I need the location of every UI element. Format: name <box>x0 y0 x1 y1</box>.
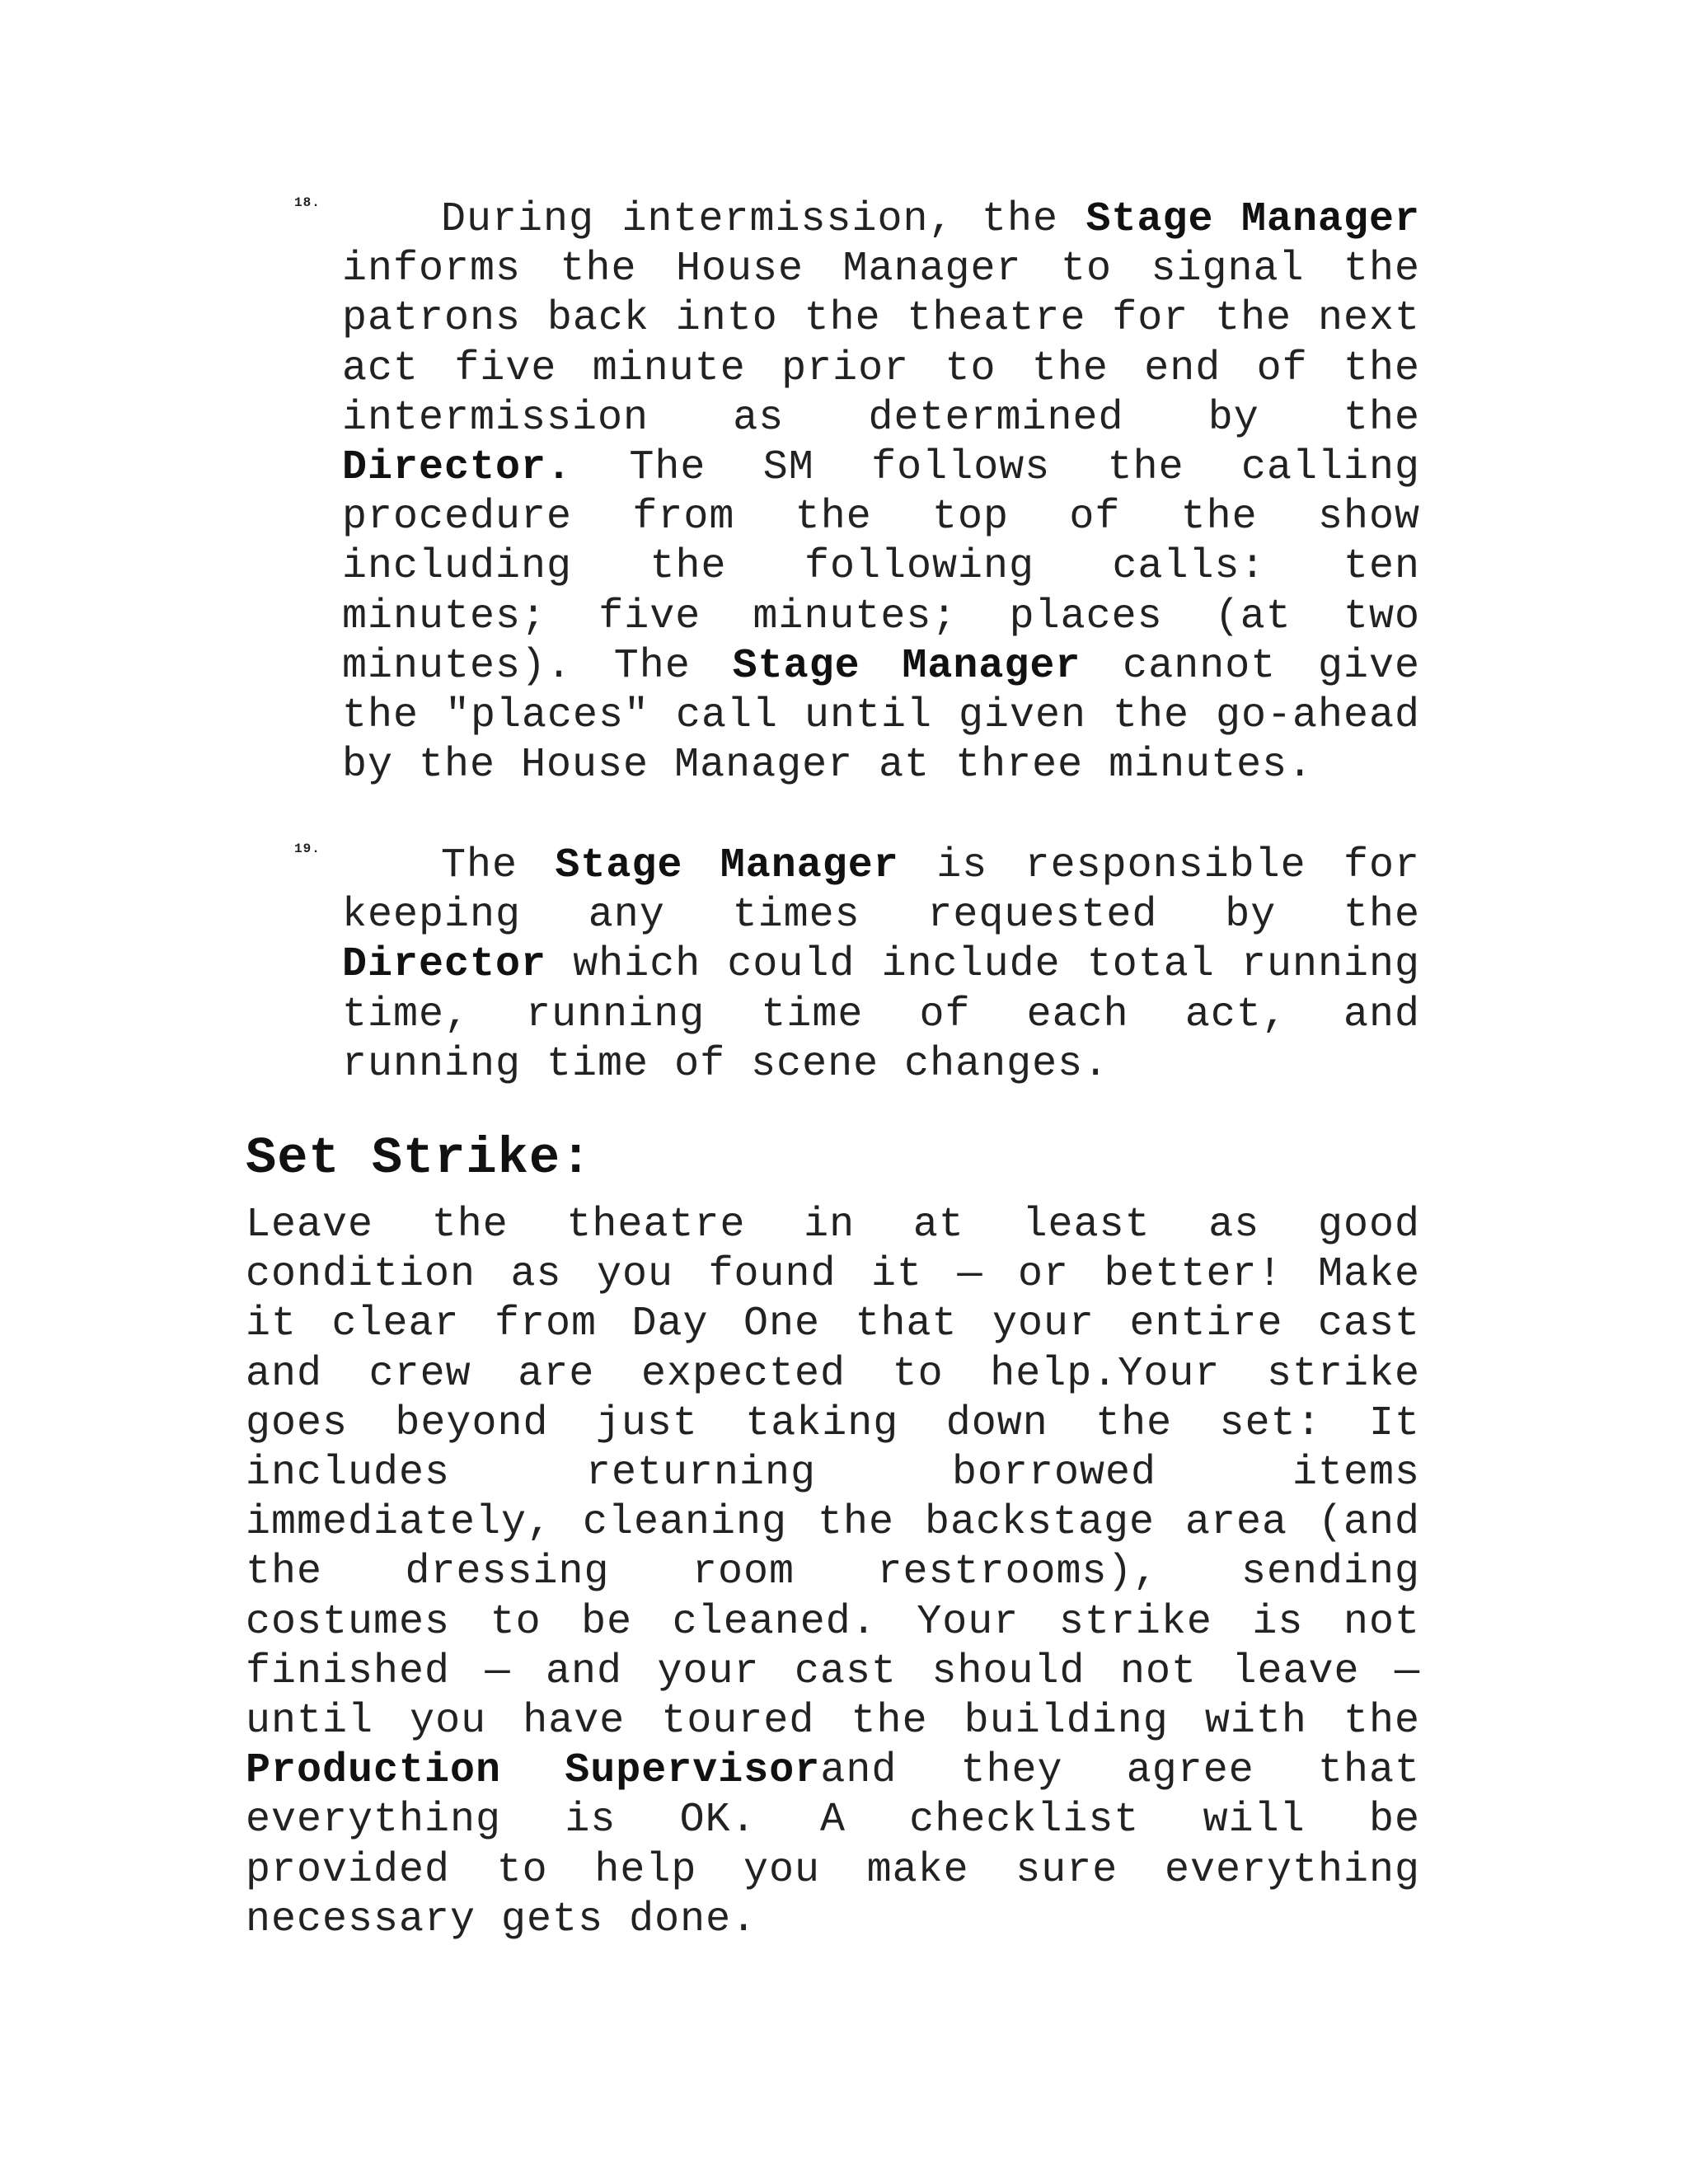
item-text <box>342 195 1420 790</box>
text-run: is responsible for keeping any times requested by the <box>342 842 1420 940</box>
bold-term-director: Director <box>342 941 547 989</box>
bold-term-production-supervisor: Production Supervisor <box>246 1747 821 1795</box>
section-heading: Set Strike: <box>246 1129 593 1188</box>
item-number: 18. <box>294 195 321 210</box>
text-run: informs the House Manager to signal the patrons back into the theatre for the next act five minute prior to the end of the intermission as determined by the <box>342 246 1420 442</box>
bold-term-stage-manager: Stage Manager <box>1085 196 1420 243</box>
text-run: The SM follows the calling procedure from the top of the show including the following calls: ten minutes; five minutes; places (at two minutes). The <box>342 444 1420 690</box>
list-item-18 <box>294 195 1420 790</box>
text-run: cannot give the "places" call until given the go-ahead by the House Manager at three minutes. <box>342 642 1420 790</box>
item-number: 19. <box>294 841 321 856</box>
list-item-19 <box>294 841 1420 1090</box>
item-text <box>342 841 1420 1090</box>
text-run: which could include total running time, running time of each act, and running time of scene changes. <box>342 941 1420 1088</box>
text-run: During intermission, the <box>441 196 1086 243</box>
text-run: Leave the theatre in at least as good condition as you found it — or better! Make it clear from Day One that your entire cast and crew are expected to help.Your strike goes beyond just taking down the set: It includes returning borrowed items immediately, cleaning the backstage area (and the dressing room restrooms), sending costumes to be cleaned. Your strike is not finished — and your cast should not leave — until you have toured the building with the <box>246 1202 1420 1746</box>
text-run: The <box>441 842 556 889</box>
section-paragraph <box>246 1201 1420 1945</box>
bold-term-stage-manager: Stage Manager <box>732 642 1081 690</box>
text-run: and they agree that everything is OK. A checklist will be provided to help you make sure everything necessary gets done. <box>246 1747 1421 1943</box>
bold-term-stage-manager: Stage Manager <box>555 842 899 889</box>
bold-term-director: Director. <box>342 444 573 492</box>
